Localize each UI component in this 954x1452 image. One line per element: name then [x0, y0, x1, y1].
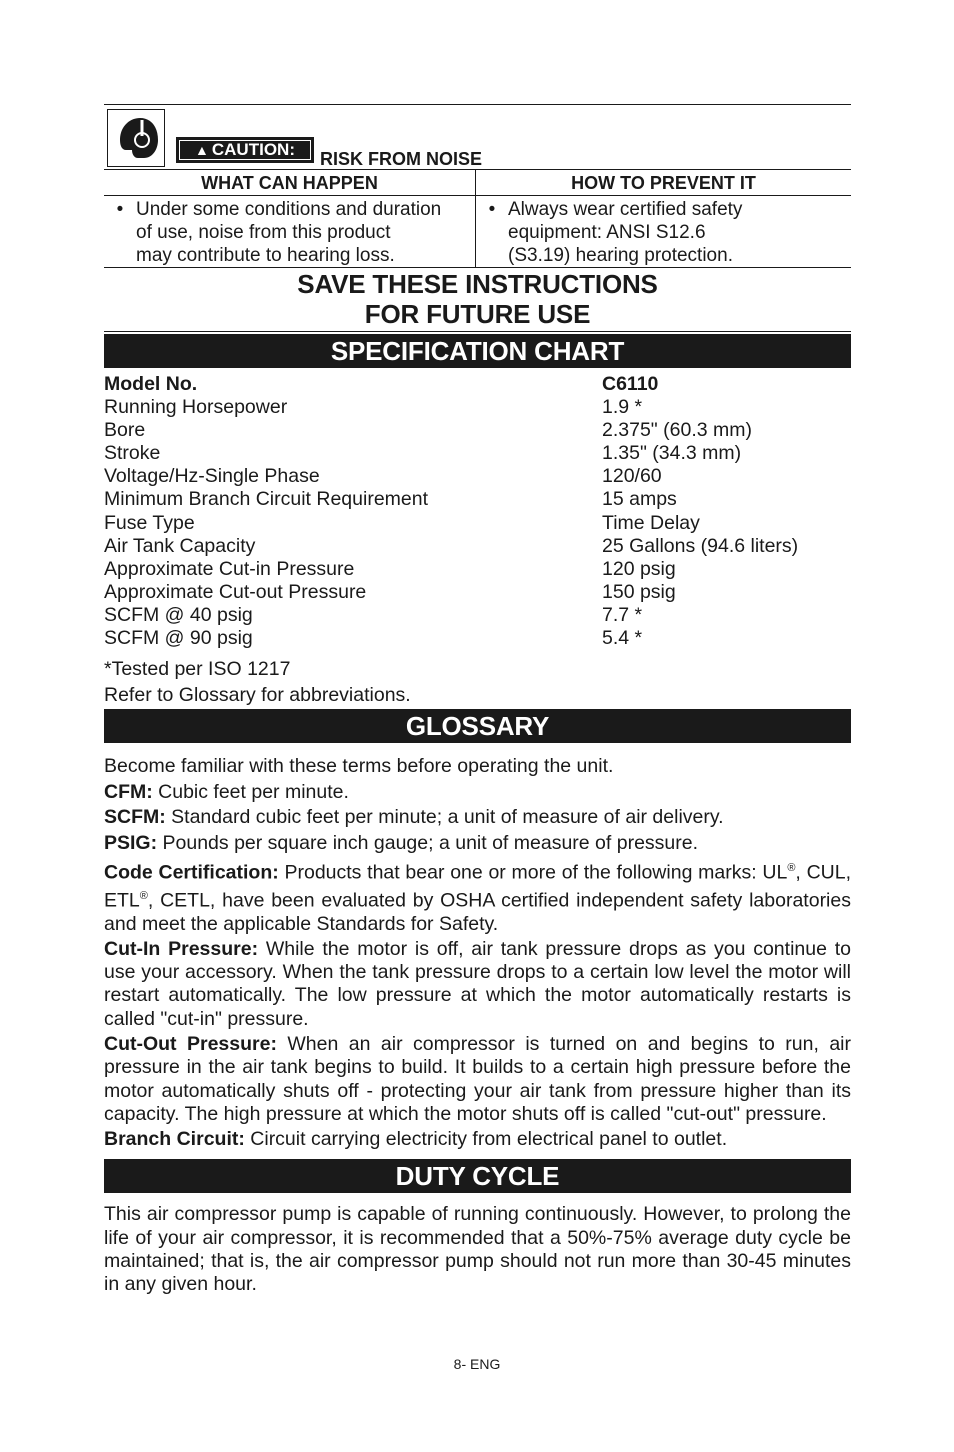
spec-label: Voltage/Hz-Single Phase — [104, 465, 320, 488]
registered-mark: ® — [787, 862, 796, 875]
glossary-body — [104, 755, 851, 1151]
spec-row — [104, 535, 851, 558]
glossary-term: CFM: — [104, 780, 153, 803]
glossary-term: Code Certification: — [104, 861, 279, 884]
caution-label: CAUTION: — [211, 140, 295, 159]
spec-row — [104, 442, 851, 465]
registered-mark: ® — [139, 889, 148, 902]
how-to-prevent-header: HOW TO PREVENT IT — [476, 170, 852, 196]
what-line: may contribute to hearing loss. — [136, 245, 395, 266]
save-instructions-heading — [104, 269, 851, 329]
glossary-term: SCFM: — [104, 806, 166, 829]
glossary-definition: While the motor is off, air tank pressure drops as you continue to use your accessory. When the tank pressure drops to a certain low level the motor will restart automatically. The low pressure at which the motor automatically restarts is called "cut-in" pressure. — [104, 938, 851, 1030]
spec-value: 1.9 * — [602, 396, 643, 419]
what-line: Under some conditions and duration — [136, 199, 442, 220]
save-line-1: SAVE THESE INSTRUCTIONS — [297, 269, 658, 299]
spec-row — [104, 488, 851, 511]
glossary-entry-cfm — [104, 781, 851, 804]
spec-label: Approximate Cut-in Pressure — [104, 557, 355, 580]
glossary-term: Branch Circuit: — [104, 1128, 245, 1151]
glossary-entry-cut-in — [104, 938, 851, 1031]
glossary-term: PSIG: — [104, 831, 158, 854]
glossary-definition: Standard cubic feet per minute; a unit of measure of air delivery. — [165, 806, 724, 829]
ear-protection-icon — [107, 109, 165, 167]
glossary-definition: Pounds per square inch gauge; a unit of measure of pressure. — [157, 831, 699, 854]
glossary-term: Cut-In Pressure: — [104, 938, 259, 961]
bullet: • — [488, 199, 496, 220]
prevent-line: Always wear certified safety — [508, 199, 743, 220]
duty-cycle-title: DUTY CYCLE — [104, 1159, 851, 1193]
spec-header-row — [104, 373, 851, 396]
divider — [104, 331, 851, 332]
caution-badge — [176, 137, 314, 163]
spec-note-glossary: Refer to Glossary for abbreviations. — [104, 684, 411, 707]
spec-label: Model No. — [104, 373, 198, 395]
how-to-prevent-cell — [476, 196, 852, 268]
spec-value: Time Delay — [602, 511, 700, 534]
spec-row — [104, 465, 851, 488]
spec-label: SCFM @ 90 psig — [104, 627, 253, 650]
glossary-definition: Cubic feet per minute. — [152, 780, 349, 803]
glossary-definition: , CETL, have been evaluated by OSHA certified independent safety laboratories and meet the applicable Standards for Safety. — [104, 889, 851, 935]
spec-label: Minimum Branch Circuit Requirement — [104, 488, 429, 511]
glossary-definition: Circuit carrying electricity from electrical panel to outlet. — [244, 1128, 728, 1151]
what-can-happen-header: WHAT CAN HAPPEN — [104, 170, 476, 196]
spec-value: 25 Gallons (94.6 liters) — [602, 534, 799, 557]
spec-label: Stroke — [104, 442, 161, 465]
glossary-definition: Products that bear one or more of the following marks: UL — [278, 861, 788, 884]
bullet: • — [116, 199, 124, 220]
spec-label: Fuse Type — [104, 511, 195, 534]
prevent-line: (S3.19) hearing protection. — [508, 245, 733, 266]
warning-triangle-icon: ▲ — [195, 142, 209, 158]
spec-row — [104, 581, 851, 604]
page-number: 8- ENG — [453, 1356, 501, 1372]
spec-label: Air Tank Capacity — [104, 534, 256, 557]
glossary-entry-cut-out — [104, 1033, 851, 1126]
glossary-term: Cut-Out Pressure: — [104, 1033, 277, 1056]
glossary-intro: Become familiar with these terms before operating the unit. — [104, 755, 614, 778]
spec-value: 120/60 — [602, 465, 662, 488]
spec-value: 15 amps — [602, 488, 677, 511]
spec-row — [104, 396, 851, 419]
glossary-entry-code-certification — [104, 857, 851, 936]
save-line-2: FOR FUTURE USE — [364, 299, 591, 329]
spec-value: 7.7 * — [602, 603, 643, 626]
spec-value: C6110 — [602, 373, 659, 395]
glossary-entry-psig — [104, 832, 851, 855]
spec-value: 5.4 * — [602, 627, 643, 650]
spec-label: Approximate Cut-out Pressure — [104, 580, 367, 603]
spec-value: 2.375" (60.3 mm) — [602, 419, 752, 442]
hazard-table — [104, 169, 851, 268]
spec-value: 1.35" (34.3 mm) — [602, 442, 742, 465]
prevent-line: equipment: ANSI S12.6 — [508, 222, 706, 243]
duty-cycle-text: This air compressor pump is capable of running continuously. However, to prolong the life of your air compressor, it is recommended that a 50%-75% average duty cycle be maintained; that is, the air compressor pump should not run more than 30-45 minutes in any given hour. — [104, 1203, 851, 1296]
caution-header — [104, 105, 851, 169]
spec-row — [104, 419, 851, 442]
risk-title: RISK FROM NOISE — [320, 149, 483, 169]
spec-row — [104, 627, 851, 650]
spec-table — [104, 373, 851, 650]
glossary-entry-scfm — [104, 806, 851, 829]
spec-label: SCFM @ 40 psig — [104, 603, 253, 626]
glossary-entry-branch-circuit — [104, 1128, 851, 1151]
manual-page — [104, 104, 851, 1296]
glossary-title: GLOSSARY — [104, 709, 851, 743]
spec-row — [104, 512, 851, 535]
spec-label: Running Horsepower — [104, 396, 288, 419]
spec-chart-title: SPECIFICATION CHART — [104, 334, 851, 368]
what-can-happen-cell — [104, 196, 476, 268]
spec-value: 150 psig — [602, 580, 676, 603]
spec-row — [104, 604, 851, 627]
glossary-definition: , CUL, ETL — [104, 861, 852, 912]
spec-row — [104, 558, 851, 581]
spec-label: Bore — [104, 419, 146, 442]
glossary-definition: When an air compressor is turned on and begins to run, air pressure in the air tank begins to build. It builds to a certain high pressure before the motor automatically shuts off - protecting your air tank from pressure higher than its capacity. The high pressure at which the motor shuts off is called "cut-out" pressure. — [104, 1033, 851, 1125]
what-line: of use, noise from this product — [136, 222, 391, 243]
spec-value: 120 psig — [602, 557, 676, 580]
spec-note-iso: *Tested per ISO 1217 — [104, 658, 291, 681]
